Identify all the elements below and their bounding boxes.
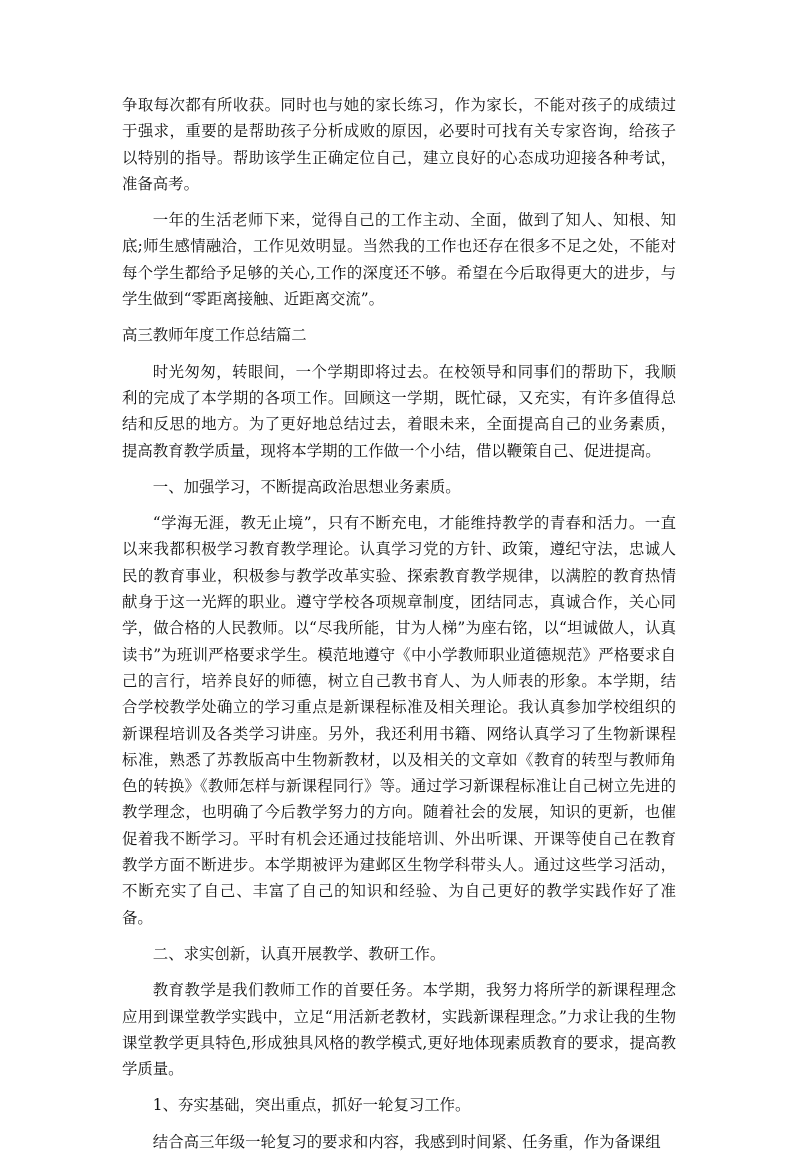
paragraph-intro: 时光匆匆，转眼间，一个学期即将过去。在校领导和同事们的帮助下，我顺利的完成了本学期的各项工作。回顾这一学期，既忙碌，又充实，有许多值得总结和反思的地方。为了更好地总结过去，着眼未来，全面提高自己的业务素质，提高教育教学质量，现将本学期的工作做一个小结，借以鞭策自己、促进提高。 [122, 362, 676, 460]
subheading-two: 二、求实创新，认真开展教学、教研工作。 [152, 944, 446, 963]
paragraph-final: 结合高三年级一轮复习的要求和内容，我感到时间紧、任务重，作为备课组 [152, 1132, 661, 1151]
paragraph-teaching: 教育教学是我们教师工作的首要任务。本学期，我努力将所学的新课程理念应用到课堂教学实践中，立足“用活新老教材，实践新课程理念。”力求让我的生物课堂教学更具特色,形成独具风格的教学模式,更好地体现素质教育的要求，提高教学质量。 [122, 981, 676, 1079]
section-heading: 高三教师年度工作总结篇二 [122, 326, 307, 345]
subheading-one: 一、加强学习，不断提高政治思想业务素质。 [152, 477, 461, 496]
paragraph-learning: “学海无涯，教无止境”，只有不断充电，才能维持教学的青春和活力。一直以来我都积极学习教育教学理论。认真学习党的方针、政策，遵纪守法，忠诚人民的教育事业，积极参与教学改革实验、探索教育教学规律，以满腔的教育热情献身于这一光辉的职业。遵守学校各项规章制度，团结同志，真诚合作，关心同学，做合格的人民教师。以“尽我所能，甘为人梯”为座右铭，以“坦诚做人，认真读书”为班训严格要求学生。模范地遵守《中小学教师职业道德规范》严格要求自己的言行，培养良好的师德，树立自己教书育人、为人师表的形象。本学期，结合学校教学处确立的学习重点是新课程标准及相关理论。我认真参加学校组织的新课程培训及各类学习讲座。另外，我还利用书籍、网络认真学习了生物新课程标准，熟悉了苏教版高中生物新教材，以及相关的文章如《教育的转型与教师角色的转换》《教师怎样与新课程同行》等。通过学习新课程标准让自己树立先进的教学理念，也明确了今后教学努力的方向。随着社会的发展，知识的更新，也催促着我不断学习。平时有机会还通过技能培训、外出听课、开课等使自己在教育教学方面不断进步。本学期被评为建邺区生物学科带头人。通过这些学习活动，不断充实了自己、丰富了自己的知识和经验、为自己更好的教学实践作好了准备。 [122, 514, 676, 927]
paragraph-1: 争取每次都有所收获。同时也与她的家长练习，作为家长，不能对孩子的成绩过于强求，重要的是帮助孩子分析成败的原因，必要时可找有关专家咨询，给孩子以特别的指导。帮助该学生正确定位自己，建立良好的心态成功迎接各种考试，准备高考。 [122, 96, 676, 193]
paragraph-2: 一年的生活老师下来，觉得自己的工作主动、全面，做到了知人、知根、知底;师生感情融洽，工作见效明显。当然我的工作也还存在很多不足之处，不能对每个学生都给予足够的关心,工作的深度还不够。希望在今后取得更大的进步，与学生做到“零距离接触、近距离交流”。 [122, 211, 676, 309]
document-page [122, 92, 676, 1165]
subheading-review: 1、夯实基础，突出重点，抓好一轮复习工作。 [152, 1096, 471, 1115]
